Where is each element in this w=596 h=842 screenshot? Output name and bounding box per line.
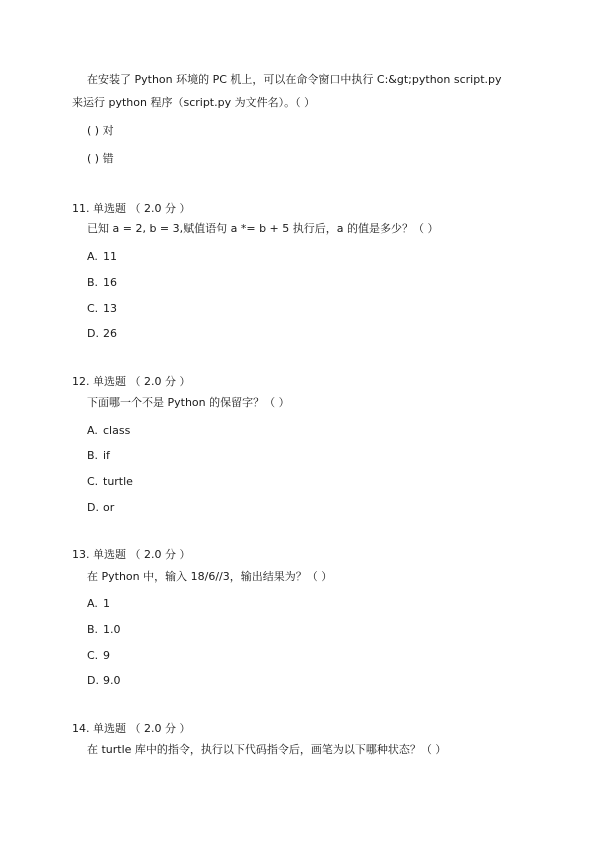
- option-letter: B.: [87, 449, 99, 462]
- question-13-option-c: [87, 649, 110, 663]
- option-letter: A.: [87, 597, 98, 610]
- option-letter: A.: [87, 424, 98, 437]
- option-letter: C.: [87, 649, 99, 662]
- question-13-option-a: [87, 597, 110, 611]
- question-14-header: 14. 单选题 （ 2.0 分 ）: [72, 722, 191, 735]
- option-letter: C.: [87, 302, 99, 315]
- option-text: 26: [103, 327, 117, 340]
- option-text: 11: [103, 250, 117, 263]
- question-12-header: 12. 单选题 （ 2.0 分 ）: [72, 375, 191, 388]
- question-12-option-a: [87, 424, 130, 438]
- question-13-option-d: [87, 674, 121, 688]
- question-11-option-c: [87, 302, 117, 316]
- question-13-header: 13. 单选题 （ 2.0 分 ）: [72, 548, 191, 561]
- option-text: or: [103, 501, 115, 514]
- option-text: turtle: [103, 475, 133, 488]
- option-false: ( ) 错: [87, 152, 114, 165]
- question-11-option-a: [87, 250, 117, 264]
- option-letter: D.: [87, 674, 99, 687]
- option-letter: A.: [87, 250, 98, 263]
- option-text: 1.0: [103, 623, 121, 636]
- question-11-header: 11. 单选题 （ 2.0 分 ）: [72, 202, 191, 215]
- option-text: class: [103, 424, 131, 437]
- question-12-option-c: [87, 475, 133, 489]
- option-letter: B.: [87, 276, 99, 289]
- option-text: 13: [103, 302, 117, 315]
- option-letter: D.: [87, 501, 99, 514]
- question-10-stem-line-2: 来运行 python 程序（script.py 为文件名）。（ ）: [72, 96, 316, 109]
- question-13-option-b: [87, 623, 121, 637]
- question-11-stem: 已知 a = 2, b = 3,赋值语句 a *= b + 5 执行后，a 的值是多少？（ ）: [87, 222, 439, 235]
- option-text: 9: [103, 649, 110, 662]
- option-letter: B.: [87, 623, 99, 636]
- option-text: 1: [103, 597, 110, 610]
- question-10-stem-line-1: 在安装了 Python 环境的 PC 机上，可以在命令窗口中执行 C:&gt;python script.py: [87, 73, 502, 86]
- option-text: 9.0: [103, 674, 121, 687]
- option-text: 16: [103, 276, 117, 289]
- question-11-option-d: [87, 327, 117, 341]
- option-letter: C.: [87, 475, 99, 488]
- option-true: ( ) 对: [87, 124, 114, 137]
- question-11-option-b: [87, 276, 117, 290]
- question-12-option-b: [87, 449, 110, 463]
- question-12-option-d: [87, 501, 114, 515]
- question-13-stem: 在 Python 中，输入 18/6//3，输出结果为？（ ）: [87, 570, 333, 583]
- option-letter: D.: [87, 327, 99, 340]
- question-14-stem: 在 turtle 库中的指令，执行以下代码指令后，画笔为以下哪种状态？（ ）: [87, 743, 447, 756]
- option-text: if: [103, 449, 110, 462]
- question-12-stem: 下面哪一个不是 Python 的保留字？（ ）: [87, 396, 290, 409]
